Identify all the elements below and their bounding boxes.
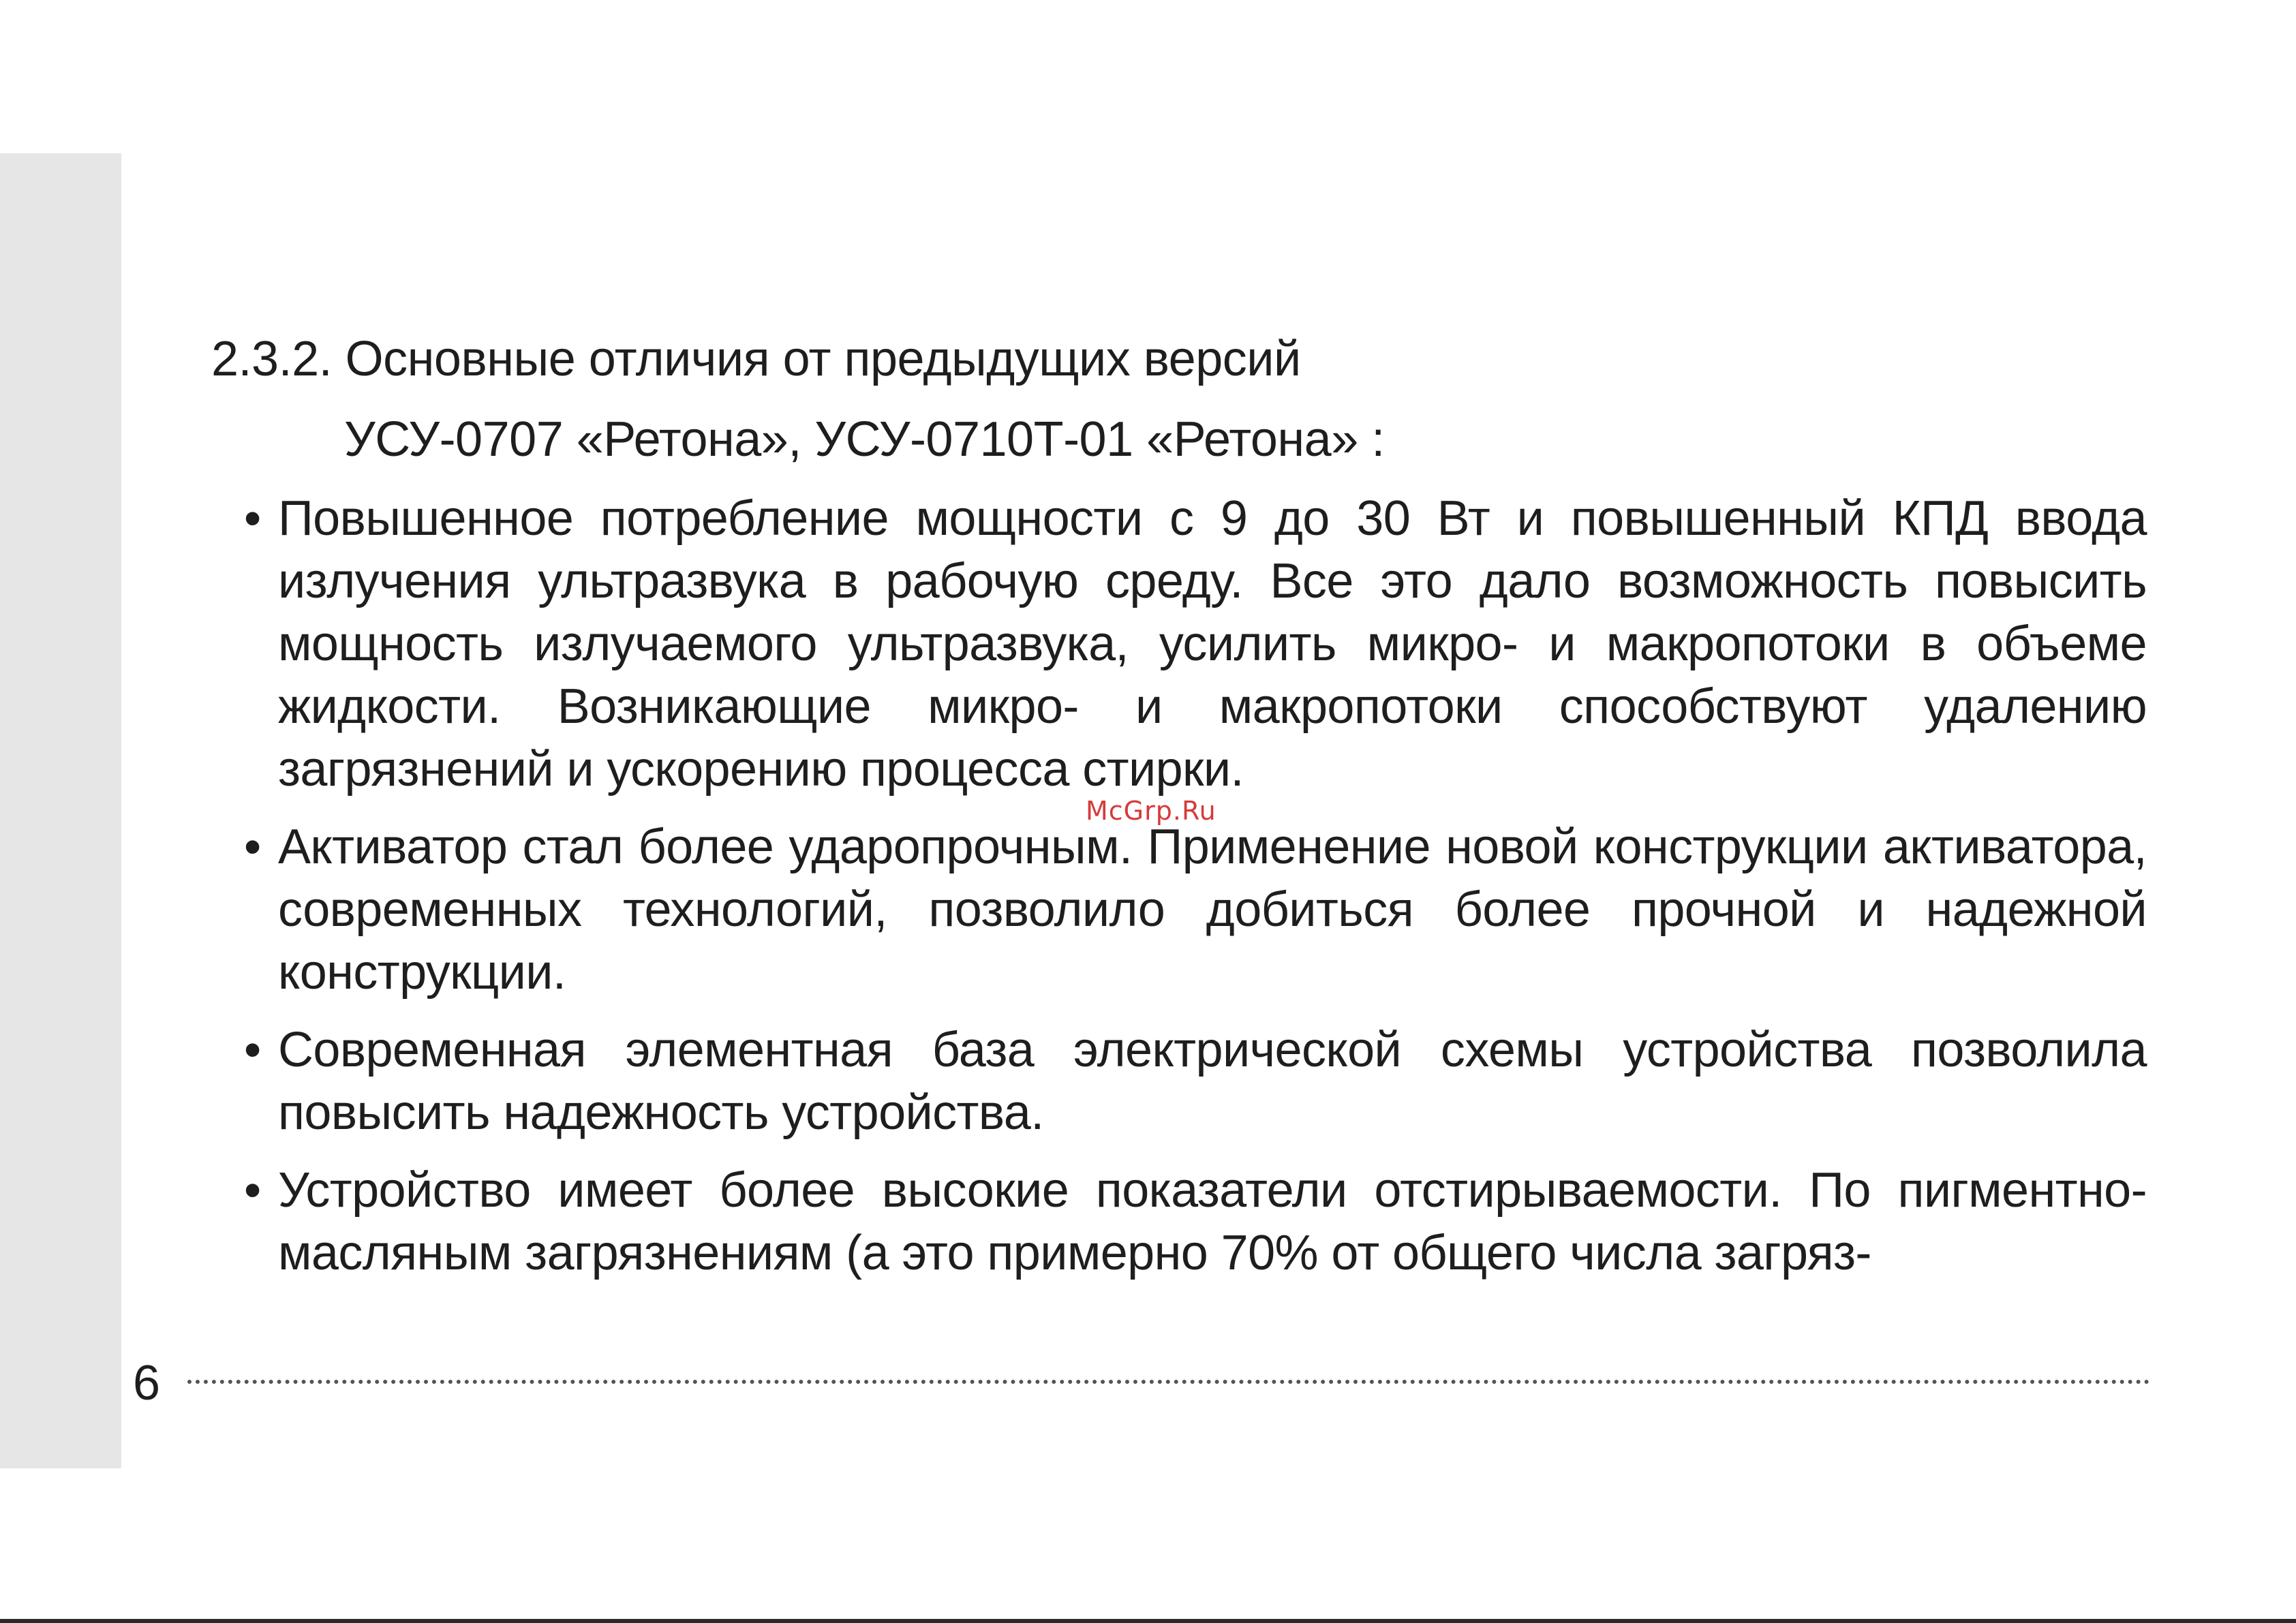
section-subheading: УСУ-0707 «Ретона», УСУ-0710Т-01 «Ретона» : [344, 412, 1385, 467]
watermark: McGrp.Ru [1086, 796, 1216, 826]
side-margin-band [0, 153, 121, 1468]
bullet-text: Повышенное потребление мощности с 9 до 30 Вт и повышенный КПД ввода излучения ультразвука в рабочую среду. Все это дало возможность повысить мощность излучаемого ультразвука, усилить микро- и макропотоки в объеме жидкости. Возникающие микро- и макропотоки способствуют удалению загрязнений и ускорению процесса стирки. [278, 491, 2147, 797]
list-item [239, 487, 2147, 801]
page-number: 6 [133, 1356, 161, 1410]
list-item [239, 1159, 2147, 1284]
dotted-leader [187, 1380, 2150, 1384]
bullet-text: Современная элементная база электрической схемы устройства позволила повысить надежность устройства. [278, 1023, 2147, 1140]
bullet-text: Устройство имеет более высокие показатели отстирываемости. По пигментно-масляным загрязнениям (а это примерно 70% от общего числа загряз- [278, 1163, 2147, 1280]
bullet-marker: • [244, 1023, 262, 1077]
bullet-list [239, 487, 2147, 1299]
bottom-rule [0, 1619, 2296, 1623]
list-item [239, 1019, 2147, 1144]
bullet-marker: • [244, 1163, 262, 1218]
bullet-marker: • [244, 491, 262, 546]
section-heading: 2.3.2. Основные отличия от предыдущих версий [211, 332, 1301, 386]
bullet-text: Активатор стал более ударопрочным. Применение новой конструкции активатора, современных технологий, позволило добиться более прочной и надежной конструкции. [278, 820, 2147, 1000]
page-footer [133, 1352, 2150, 1414]
bullet-marker: • [244, 820, 262, 874]
list-item [239, 816, 2147, 1004]
